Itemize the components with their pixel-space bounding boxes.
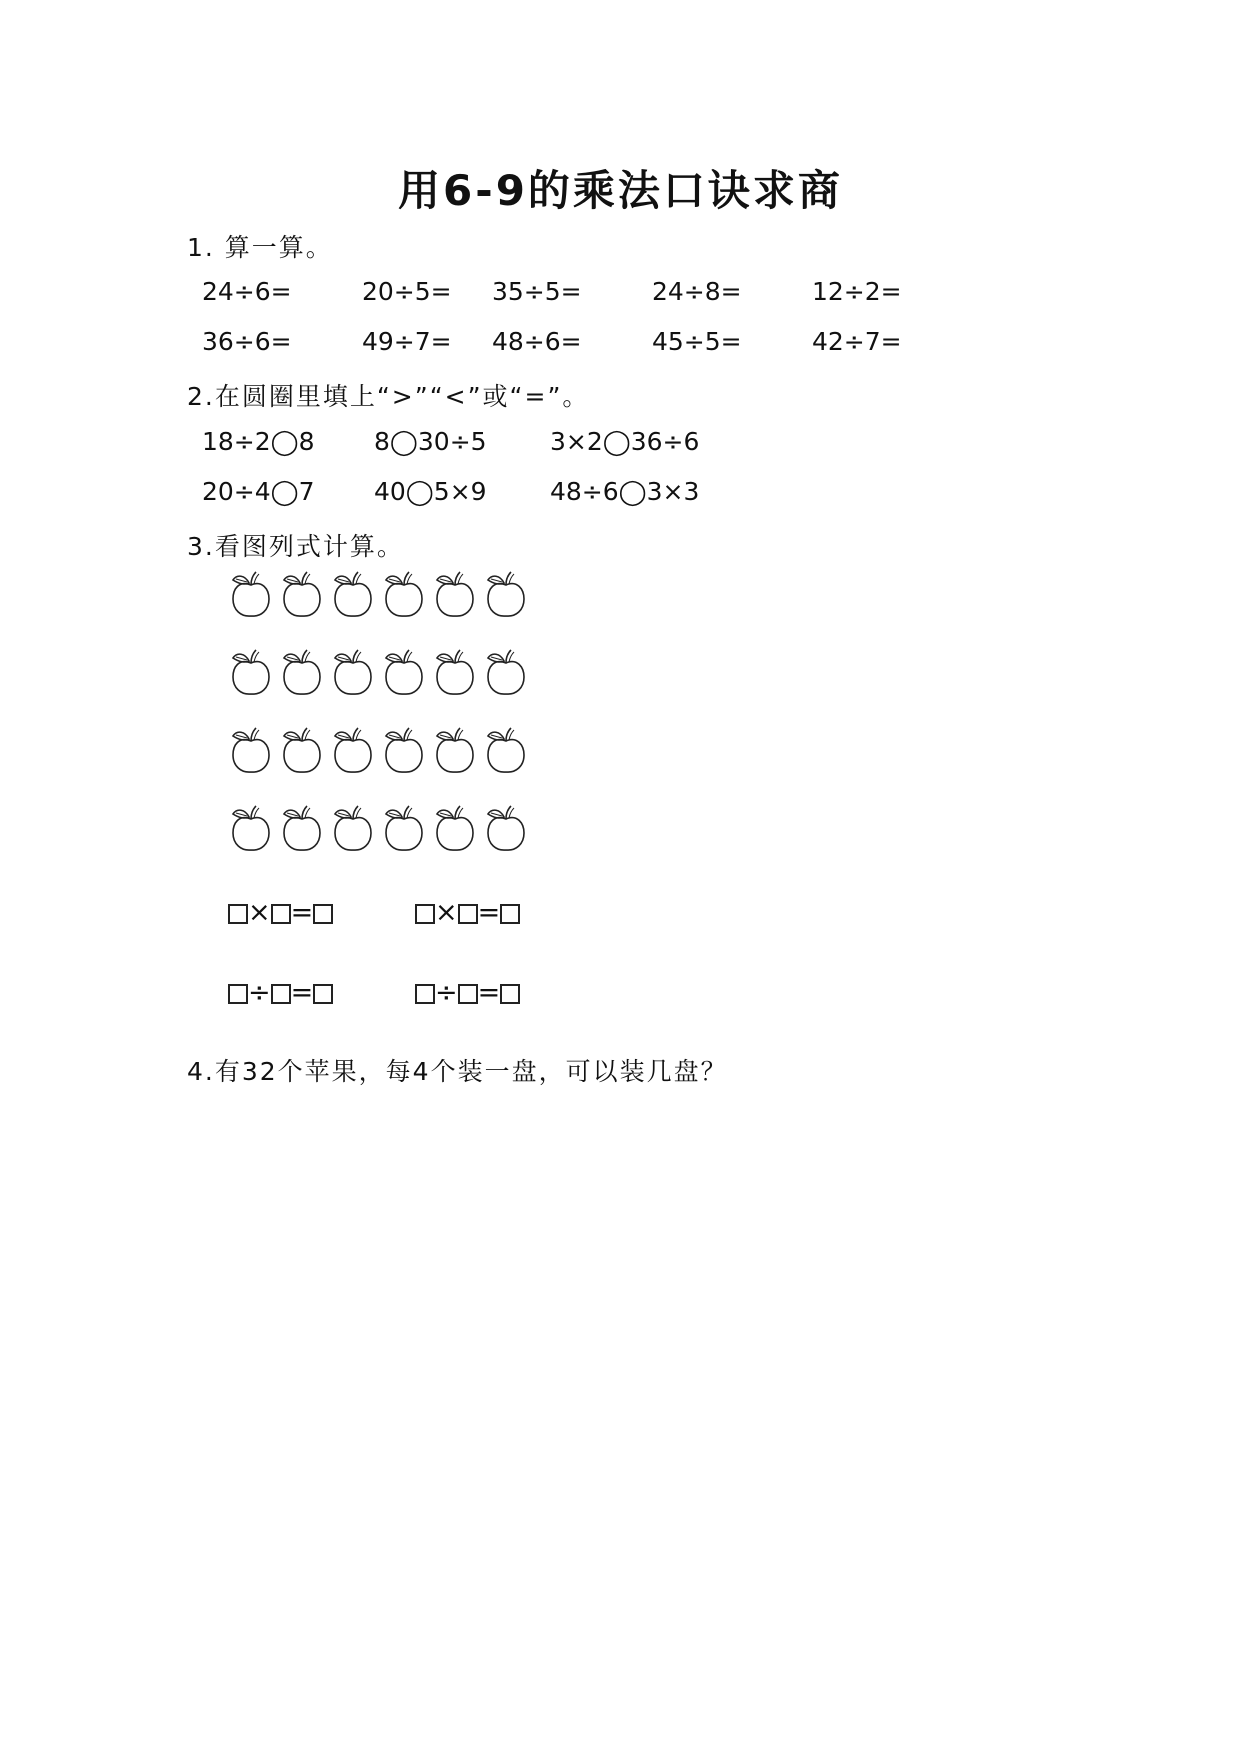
apple-grid-svg [225, 565, 545, 865]
q2-comparison: 3×2◯36÷6 [550, 427, 700, 456]
q1-expression: 48÷6= [492, 327, 582, 356]
operator: × [435, 897, 458, 928]
apple-icon [488, 806, 524, 850]
q2-comparison: 40◯5×9 [374, 477, 487, 506]
apple-icon [437, 650, 473, 694]
answer-box[interactable] [228, 904, 248, 924]
apple-icon [233, 806, 269, 850]
equals-sign: = [477, 977, 501, 1008]
q1-expression: 24÷6= [202, 277, 292, 306]
q1-expression: 36÷6= [202, 327, 292, 356]
apple-icon [284, 728, 320, 772]
page-title: 用6-9的乘法口诀求商 [398, 166, 843, 215]
apple-icon [386, 572, 422, 616]
operator: ÷ [248, 977, 271, 1008]
answer-box[interactable] [500, 904, 520, 924]
q1-expression: 12÷2= [812, 277, 902, 306]
equation-blank-4 [415, 977, 520, 1008]
answer-box[interactable] [271, 904, 291, 924]
apple-icon [284, 650, 320, 694]
apple-icon [335, 806, 371, 850]
equation-blank-2 [415, 897, 520, 928]
apple-icon [488, 650, 524, 694]
apple-icon [437, 572, 473, 616]
q1-expression: 20÷5= [362, 277, 452, 306]
question-3-label: 3.看图列式计算。 [187, 532, 404, 561]
answer-box[interactable] [228, 984, 248, 1004]
q1-expression: 49÷7= [362, 327, 452, 356]
q1-expression: 45÷5= [652, 327, 742, 356]
q2-comparison: 48÷6◯3×3 [550, 477, 700, 506]
answer-box[interactable] [415, 904, 435, 924]
q2-comparison: 20÷4◯7 [202, 477, 315, 506]
q1-expression: 35÷5= [492, 277, 582, 306]
apple-icon [335, 572, 371, 616]
answer-box[interactable] [458, 904, 478, 924]
question-4-label: 4.有32个苹果，每4个装一盘，可以装几盘？ [187, 1057, 728, 1086]
equation-blank-3 [228, 977, 333, 1008]
answer-box[interactable] [500, 984, 520, 1004]
apple-grid [225, 565, 545, 865]
equals-sign: = [477, 897, 501, 928]
answer-box[interactable] [313, 984, 333, 1004]
apple-icon [233, 572, 269, 616]
apple-icon [437, 806, 473, 850]
answer-box[interactable] [271, 984, 291, 1004]
answer-box[interactable] [458, 984, 478, 1004]
q1-expression: 24÷8= [652, 277, 742, 306]
apple-icon [233, 650, 269, 694]
apple-icon [386, 728, 422, 772]
apple-icon [335, 650, 371, 694]
apple-icon [284, 806, 320, 850]
apple-icon [284, 572, 320, 616]
equation-blank-1 [228, 897, 333, 928]
apple-icon [386, 650, 422, 694]
apple-icon [335, 728, 371, 772]
apple-icon [437, 728, 473, 772]
apple-icon [386, 806, 422, 850]
apple-icon [488, 572, 524, 616]
answer-box[interactable] [415, 984, 435, 1004]
apple-icon [488, 728, 524, 772]
apple-icon [233, 728, 269, 772]
q1-expression: 42÷7= [812, 327, 902, 356]
operator: ÷ [435, 977, 458, 1008]
operator: × [248, 897, 271, 928]
q2-comparison: 8◯30÷5 [374, 427, 487, 456]
q2-comparison: 18÷2◯8 [202, 427, 315, 456]
question-2-label: 2.在圆圈里填上“>”“<”或“=”。 [187, 382, 590, 411]
answer-box[interactable] [313, 904, 333, 924]
question-1-label: 1. 算一算。 [187, 233, 333, 262]
equals-sign: = [290, 897, 314, 928]
equals-sign: = [290, 977, 314, 1008]
